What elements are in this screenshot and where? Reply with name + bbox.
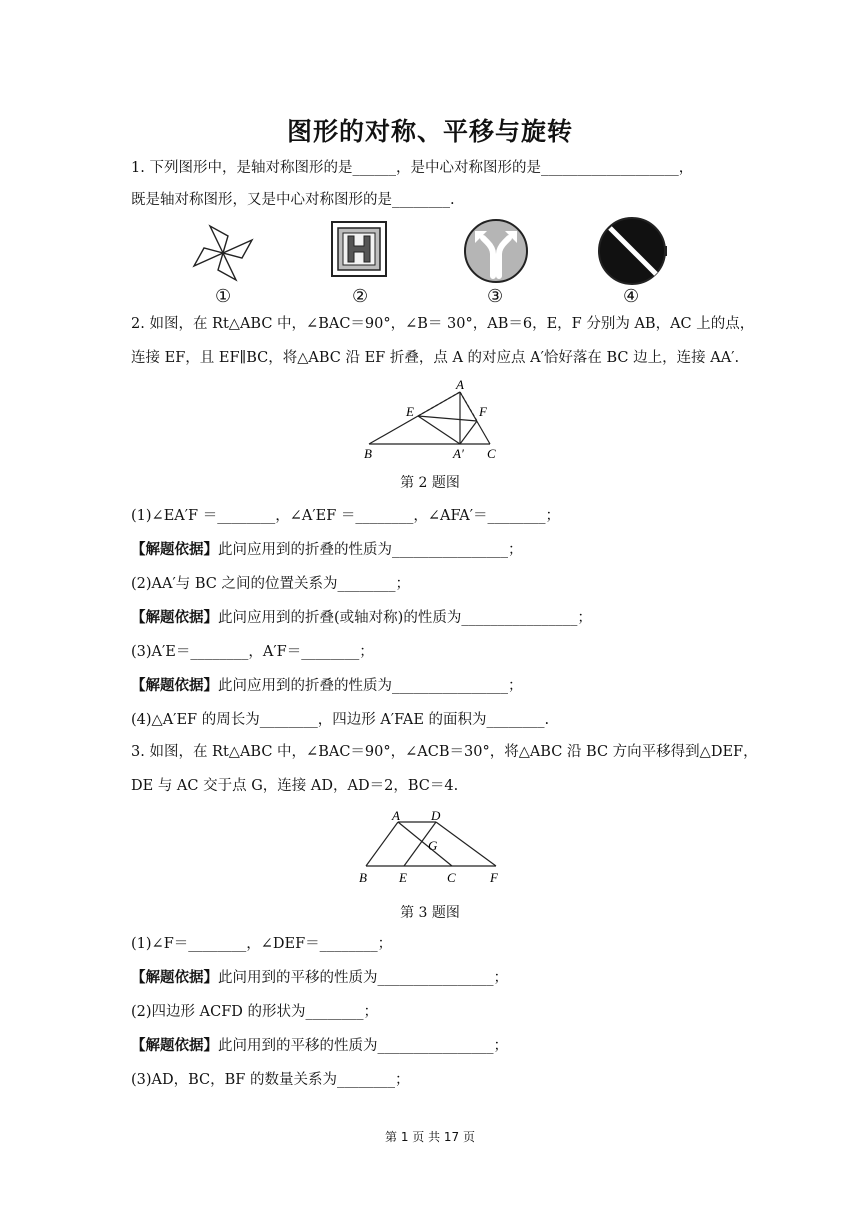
fig-label-3: ③ — [487, 286, 504, 307]
basis-text: 此问用到的平移的性质为________________； — [218, 970, 508, 986]
q2-line1: 2. 如图，在 Rt△ABC 中，∠BAC＝90°，∠B＝ 30°，AB＝6，E，F 分别为 AB，AC 上的点， — [131, 316, 755, 332]
q2-part2: (2)AA′与 BC 之间的位置关系为________； — [131, 576, 411, 592]
q2-label-f: F — [479, 404, 487, 419]
q2-basis1 — [131, 540, 523, 560]
basis-tag: 【解题依据】 — [131, 541, 218, 558]
q3-part1: (1)∠F＝________，∠DEF＝________； — [131, 936, 393, 952]
q3-basis1 — [131, 968, 508, 988]
q3-label-g: G — [428, 838, 438, 853]
q3-part2: (2)四边形 ACFD 的形状为________； — [131, 1004, 379, 1020]
basis-text: 此问应用到的折叠的性质为________________； — [218, 678, 523, 694]
fig-label-1: ① — [215, 286, 232, 307]
basis-text: 此问用到的平移的性质为________________； — [218, 1038, 508, 1054]
basis-tag: 【解题依据】 — [131, 609, 218, 626]
q2-part3: (3)A′E＝________，A′F＝________； — [131, 644, 374, 660]
q2-basis3 — [131, 676, 523, 696]
q3-label-e: E — [399, 870, 407, 885]
no-entry-sign-icon — [596, 216, 670, 286]
q2-basis2 — [131, 608, 592, 628]
q2-label-a1: A′ — [453, 446, 464, 461]
basis-tag: 【解题依据】 — [131, 677, 218, 694]
basis-tag: 【解题依据】 — [131, 1037, 218, 1054]
q3-label-b: B — [359, 870, 367, 885]
q3-translation-figure — [354, 808, 510, 890]
q3-basis2 — [131, 1036, 508, 1056]
q3-part3: (3)AD，BC，BF 的数量关系为________； — [131, 1072, 410, 1088]
fig-label-2: ② — [352, 286, 369, 307]
q2-label-b: B — [364, 446, 372, 461]
q2-part1: (1)∠EA′F ＝________，∠A′EF ＝________，∠AFA′＝________； — [131, 508, 561, 524]
q1-line2: 既是轴对称图形，又是中心对称图形的是________. — [131, 192, 455, 208]
basis-text: 此问应用到的折叠(或轴对称)的性质为________________； — [218, 610, 592, 626]
q2-label-c: C — [487, 446, 496, 461]
fig-label-4: ④ — [623, 286, 640, 307]
q3-line1: 3. 如图，在 Rt△ABC 中，∠BAC＝90°，∠ACB＝30°，将△ABC 沿 BC 方向平移得到△DEF， — [131, 744, 758, 760]
page-title: 图形的对称、平移与旋转 — [286, 117, 573, 146]
q2-line2: 连接 EF，且 EF∥BC，将△ABC 沿 EF 折叠，点 A 的对应点 A′恰好落在 BC 边上，连接 AA′. — [131, 350, 740, 366]
h-sign-icon — [330, 220, 388, 278]
pinwheel-icon — [190, 222, 256, 284]
q3-label-c: C — [447, 870, 456, 885]
q3-caption: 第 3 题图 — [400, 905, 460, 921]
fork-arrow-sign-icon — [462, 218, 532, 284]
page-footer: 第 1 页 共 17 页 — [385, 1130, 475, 1144]
q2-label-a: A — [456, 378, 464, 392]
q2-part4: (4)△A′EF 的周长为________，四边形 A′FAE 的面积为________. — [131, 712, 550, 728]
q2-label-e: E — [406, 404, 414, 419]
q1-line1: 1. 下列图形中，是轴对称图形的是______，是中心对称图形的是___________________， — [131, 160, 694, 176]
q3-label-a: A — [392, 808, 400, 823]
basis-text: 此问应用到的折叠的性质为________________； — [218, 542, 523, 558]
q2-caption: 第 2 题图 — [400, 475, 460, 491]
q2-triangle-figure — [356, 378, 506, 464]
q3-label-f: F — [490, 870, 498, 885]
basis-tag: 【解题依据】 — [131, 969, 218, 986]
q3-line2: DE 与 AC 交于点 G，连接 AD，AD＝2，BC＝4. — [131, 778, 459, 794]
q3-label-d: D — [431, 808, 441, 823]
